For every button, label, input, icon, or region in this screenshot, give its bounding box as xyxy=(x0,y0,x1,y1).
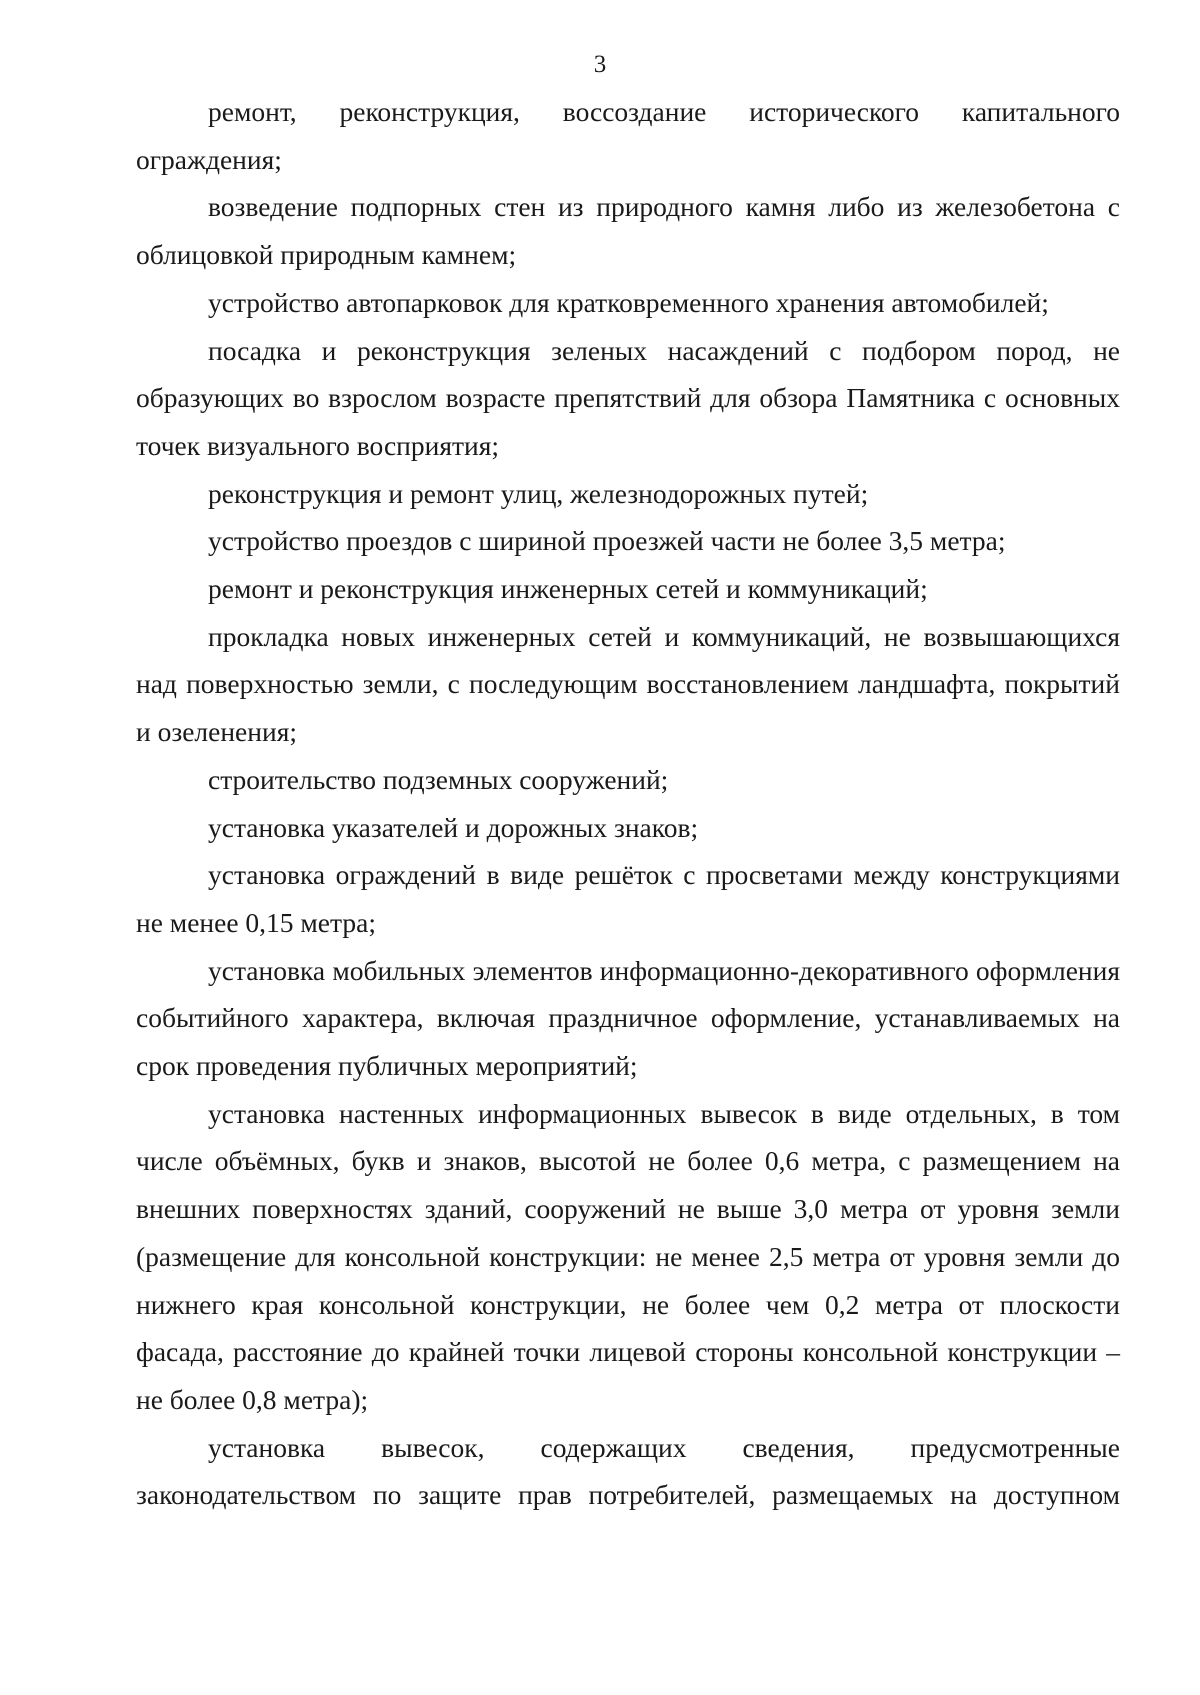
paragraph: установка настенных информационных вывесок в виде отдельных, в том числе объёмных, букв и знаков, высотой не более 0,6 метра, с размещением на внешних поверхностях зданий, сооружений не выше 3,0 метра от уровня земли (размещение для консольной конструкции: не менее 2,5 метра от уровня земли до нижнего края консольной конструкции, не более чем 0,2 метра от плоскости фасада, расстояние до крайней точки лицевой стороны консольной конструкции – не более 0,8 метра); xyxy=(136,1097,1120,1415)
paragraph: установка ограждений в виде решёток с просветами между конструкциями не менее 0,15 метра; xyxy=(136,859,1120,938)
paragraph: посадка и реконструкция зеленых насаждений с подбором пород, не образующих во взрослом возрасте препятствий для обзора Памятника с основных точек визуального восприятия; xyxy=(136,334,1120,461)
paragraph: реконструкция и ремонт улиц, железнодорожных путей; xyxy=(208,477,869,509)
paragraph: установка указателей и дорожных знаков; xyxy=(208,811,699,843)
paragraph: устройство проездов с шириной проезжей части не более 3,5 метра; xyxy=(208,525,1006,557)
paragraph: устройство автопарковок для кратковременного хранения автомобилей; xyxy=(208,286,1049,318)
paragraph: ремонт, реконструкция, воссоздание исторического капитального ограждения; xyxy=(136,96,1120,175)
paragraph: возведение подпорных стен из природного камня либо из железобетона с облицовкой природным камнем; xyxy=(136,191,1120,271)
page-number: 3 xyxy=(593,51,607,78)
paragraph: ремонт и реконструкция инженерных сетей и коммуникаций; xyxy=(208,573,928,605)
paragraph-continued: установка вывесок, содержащих сведения, предусмотренные законодательством по защите прав потребителей, размещаемых на доступном xyxy=(136,1431,1120,1511)
paragraph: установка мобильных элементов информационно-декоративного оформления событийного характера, включая праздничное оформление, устанавливаемых на срок проведения публичных мероприятий; xyxy=(136,954,1120,1082)
paragraph: строительство подземных сооружений; xyxy=(208,763,669,795)
paragraph: прокладка новых инженерных сетей и коммуникаций, не возвышающихся над поверхностью земли, с последующим восстановлением ландшафта, покрытий и озеленения; xyxy=(136,620,1120,748)
document-body xyxy=(136,88,1120,1519)
